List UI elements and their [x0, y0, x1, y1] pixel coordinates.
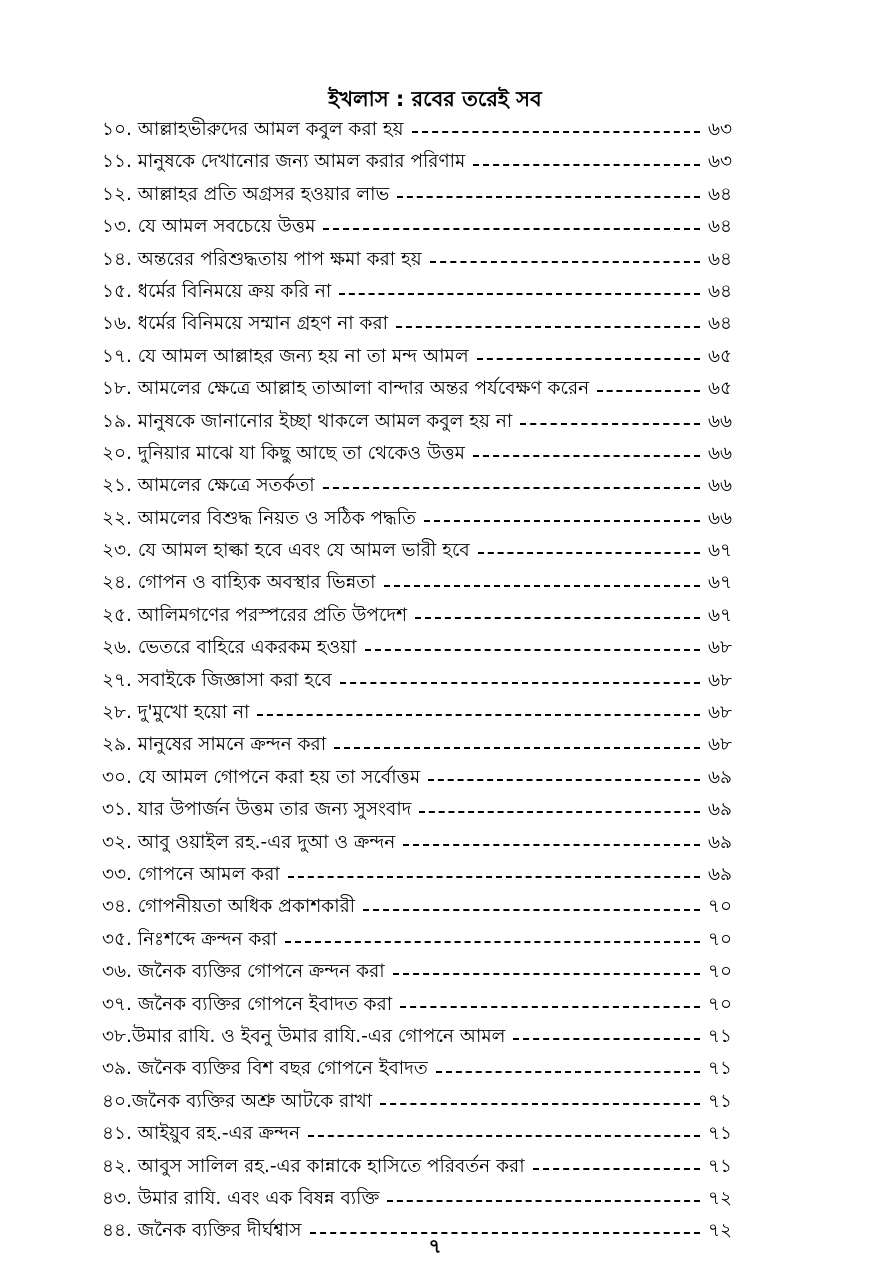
toc-entry-title: ৩২. আবু ওয়াইল রহ.-এর দুআ ও ক্রন্দন	[102, 831, 396, 853]
toc-entry	[102, 1183, 732, 1215]
toc-entry	[102, 989, 732, 1021]
toc-entry-title: ৩৪. গোপনীয়তা অধিক প্রকাশকারী	[102, 896, 356, 918]
toc-dot-leader	[384, 585, 701, 587]
toc-entry-page: ৬৪	[707, 216, 732, 238]
toc-entry-page: ৬৯	[707, 799, 732, 821]
toc-entry-title: ১৬. ধর্মের বিনিময়ে সম্মান গ্রহণ না করা	[102, 313, 388, 335]
toc-entry	[102, 503, 732, 535]
toc-entry-page: ৬৩	[707, 119, 732, 140]
toc-entry-page: ৭১	[707, 1155, 732, 1177]
toc-entry-page: ৭১	[707, 1025, 732, 1047]
toc-entry-page: ৭২	[707, 1187, 732, 1209]
toc-dot-leader	[415, 617, 700, 619]
toc-entry	[102, 341, 732, 373]
toc-entry-title: ৪০.জনৈক ব্যক্তির অশ্রু আটকে রাখা	[102, 1090, 373, 1112]
toc-entry-page: ৭০	[707, 961, 732, 983]
toc-dot-leader	[257, 714, 700, 716]
toc-entry-page: ৬৮	[707, 734, 732, 756]
toc-entry	[102, 146, 732, 178]
toc-entry	[102, 244, 732, 276]
toc-dot-leader	[424, 520, 700, 522]
toc-dot-leader	[396, 326, 700, 328]
toc-dot-leader	[473, 455, 700, 457]
toc-entry-page: ৬৭	[707, 540, 732, 562]
toc-entry	[102, 114, 732, 146]
toc-entry-title: ৩৫. নিঃশব্দে ক্রন্দন করা	[102, 928, 277, 950]
toc-entry	[102, 697, 732, 729]
toc-entry-title: ১৫. ধর্মের বিনিময়ে ক্রয় করি না	[102, 280, 332, 302]
toc-entry-page: ৬৬	[707, 475, 732, 497]
toc-entry	[102, 1118, 732, 1150]
toc-entry-title: ১৯. মানুষকে জানানোর ইচ্ছা থাকলে আমল কবুল হয় না	[102, 410, 513, 432]
toc-entry-title: ২০. দুনিয়ার মাঝে যা কিছু আছে তা থেকেও উত্তম	[102, 442, 465, 464]
toc-entry	[102, 924, 732, 956]
toc-entry	[102, 438, 732, 470]
toc-entry-title: ৪৩. উমার রাযি. এবং এক বিষন্ন ব্যক্তি	[102, 1187, 380, 1209]
toc-dot-leader	[340, 682, 700, 684]
toc-entry	[102, 470, 732, 502]
toc-entry	[102, 891, 732, 923]
toc-entry-page: ৬৪	[707, 248, 732, 270]
toc-dot-leader	[513, 1038, 700, 1040]
toc-entry-page: ৬৩	[707, 151, 732, 173]
toc-entry-title: ২৮. দু'মুখো হয়ো না	[102, 702, 250, 724]
toc-dot-leader	[520, 423, 700, 425]
toc-entry-page: ৬৬	[707, 410, 732, 432]
toc-dot-leader	[403, 844, 700, 846]
toc-dot-leader	[393, 973, 700, 975]
toc-entry-page: ৬৮	[707, 702, 732, 724]
toc-entry-title: ২১. আমলের ক্ষেত্রে সতর্কতা	[102, 475, 315, 497]
toc-entry-title: ২৯. মানুষের সামনে ক্রন্দন করা	[102, 734, 327, 756]
toc-entry-title: ১৩. যে আমল সবচেয়ে উত্তম	[102, 216, 316, 238]
toc-entry-page: ৭০	[707, 896, 732, 918]
toc-entry	[102, 179, 732, 211]
toc-entry-page: ৭০	[707, 928, 732, 950]
toc-entry	[102, 535, 732, 567]
toc-entry	[102, 956, 732, 988]
toc-entry-title: ১১. মানুষকে দেখানোর জন্য আমল করার পরিণাম	[102, 151, 466, 173]
table-of-contents	[102, 114, 732, 1248]
toc-entry	[102, 1021, 732, 1053]
toc-entry-page: ৭১	[707, 1058, 732, 1080]
toc-entry	[102, 1151, 732, 1183]
toc-dot-leader	[334, 747, 700, 749]
toc-dot-leader	[430, 261, 700, 263]
toc-dot-leader	[323, 487, 700, 489]
toc-dot-leader	[380, 1103, 700, 1105]
toc-entry	[102, 406, 732, 438]
toc-entry-title: ২৩. যে আমল হাল্কা হবে এবং যে আমল ভারী হবে	[102, 540, 470, 562]
toc-entry-title: ১৮. আমলের ক্ষেত্রে আল্লাহ তাআলা বান্দার অন্তর পর্যবেক্ষণ করেন	[102, 378, 590, 400]
toc-entry-title: ১৪. অন্তরের পরিশুদ্ধতায় পাপ ক্ষমা করা হয়	[102, 248, 422, 270]
toc-dot-leader	[363, 909, 700, 911]
toc-entry-title: ২৪. গোপন ও বাহ্যিক অবস্থার ভিন্নতা	[102, 572, 376, 594]
toc-entry-title: ৩৮.উমার রাযি. ও ইবনু উমার রাযি.-এর গোপনে আমল	[102, 1025, 506, 1047]
toc-entry-title: ৩১. যার উপার্জন উত্তম তার জন্য সুসংবাদ	[102, 799, 412, 821]
toc-entry	[102, 1086, 732, 1118]
toc-entry-page: ৬৫	[707, 345, 732, 367]
toc-dot-leader	[365, 649, 700, 651]
toc-entry	[102, 632, 732, 664]
toc-entry	[102, 794, 732, 826]
toc-entry-page: ৬৭	[707, 604, 732, 626]
toc-entry-page: ৭১	[707, 1123, 732, 1145]
toc-entry-title: ২৫. আলিমগণের পরস্পরের প্রতি উপদেশ	[102, 604, 408, 626]
running-header: ইখলাস : রবের তরেই সব	[328, 87, 542, 111]
toc-dot-leader	[285, 941, 700, 943]
toc-entry-page: ৬৪	[707, 280, 732, 302]
toc-entry	[102, 211, 732, 243]
toc-entry	[102, 665, 732, 697]
toc-entry-title: ১০. আল্লাহভীরুদের আমল কবুল করা হয়	[102, 119, 404, 140]
toc-entry-page: ৬৭	[707, 572, 732, 594]
toc-entry	[102, 308, 732, 340]
toc-dot-leader	[436, 1071, 700, 1073]
toc-entry-title: ২২. আমলের বিশুদ্ধ নিয়ত ও সঠিক পদ্ধতি	[102, 507, 416, 529]
toc-entry-page: ৭০	[707, 993, 732, 1015]
page-number: ৭	[428, 1234, 442, 1258]
toc-entry-title: ৩০. যে আমল গোপনে করা হয় তা সর্বোত্তম	[102, 766, 421, 788]
toc-entry-title: ২৬. ভেতরে বাহিরে একরকম হওয়া	[102, 637, 357, 659]
toc-entry-title: ৪৪. জনৈক ব্যক্তির দীর্ঘশ্বাস	[102, 1220, 302, 1242]
toc-entry	[102, 827, 732, 859]
toc-dot-leader	[387, 1200, 700, 1202]
toc-dot-leader	[478, 552, 700, 554]
toc-entry	[102, 373, 732, 405]
toc-entry-page: ৬৮	[707, 669, 732, 691]
toc-entry-page: ৬৯	[707, 863, 732, 885]
toc-entry	[102, 567, 732, 599]
toc-entry-page: ৬৬	[707, 442, 732, 464]
toc-entry-page: ৬৮	[707, 637, 732, 659]
toc-entry	[102, 600, 732, 632]
toc-entry-title: ৩৩. গোপনে আমল করা	[102, 863, 280, 885]
toc-entry	[102, 859, 732, 891]
toc-entry-title: ৩৭. জনৈক ব্যক্তির গোপনে ইবাদত করা	[102, 993, 393, 1015]
toc-dot-leader	[533, 1168, 700, 1170]
toc-entry-title: ৩৯. জনৈক ব্যক্তির বিশ বছর গোপনে ইবাদত	[102, 1058, 428, 1080]
toc-dot-leader	[323, 228, 700, 230]
toc-entry-page: ৬৪	[707, 313, 732, 335]
toc-entry-title: ৪২. আবুস সালিল রহ.-এর কান্নাকে হাসিতে পরিবর্তন করা	[102, 1155, 525, 1177]
toc-dot-leader	[339, 293, 700, 295]
toc-entry	[102, 729, 732, 761]
toc-entry-page: ৬৫	[707, 378, 732, 400]
toc-dot-leader	[397, 196, 700, 198]
toc-dot-leader	[288, 876, 700, 878]
toc-dot-leader	[473, 164, 700, 166]
toc-entry-title: ৩৬. জনৈক ব্যক্তির গোপনে ক্রন্দন করা	[102, 961, 385, 983]
toc-entry-page: ৭২	[707, 1220, 732, 1242]
toc-dot-leader	[419, 811, 700, 813]
toc-entry-title: ৪১. আইয়ুব রহ.-এর ক্রন্দন	[102, 1123, 300, 1145]
toc-entry-title: ১৭. যে আমল আল্লাহর জন্য হয় না তা মন্দ আমল	[102, 345, 469, 367]
toc-dot-leader	[428, 779, 700, 781]
toc-entry-page: ৬৯	[707, 831, 732, 853]
toc-entry	[102, 762, 732, 794]
toc-dot-leader	[308, 1135, 700, 1137]
toc-entry-page: ৬৪	[707, 183, 732, 205]
toc-entry-page: ৬৬	[707, 507, 732, 529]
toc-entry-title: ২৭. সবাইকে জিজ্ঞাসা করা হবে	[102, 669, 332, 691]
toc-dot-leader	[400, 1006, 700, 1008]
toc-dot-leader	[412, 131, 700, 133]
toc-entry	[102, 276, 732, 308]
toc-entry-page: ৭১	[707, 1090, 732, 1112]
toc-dot-leader	[477, 358, 700, 360]
toc-dot-leader	[597, 390, 700, 392]
toc-entry-title: ১২. আল্লাহর প্রতি অগ্রসর হওয়ার লাভ	[102, 183, 390, 205]
toc-entry	[102, 1053, 732, 1085]
toc-entry-page: ৬৯	[707, 766, 732, 788]
